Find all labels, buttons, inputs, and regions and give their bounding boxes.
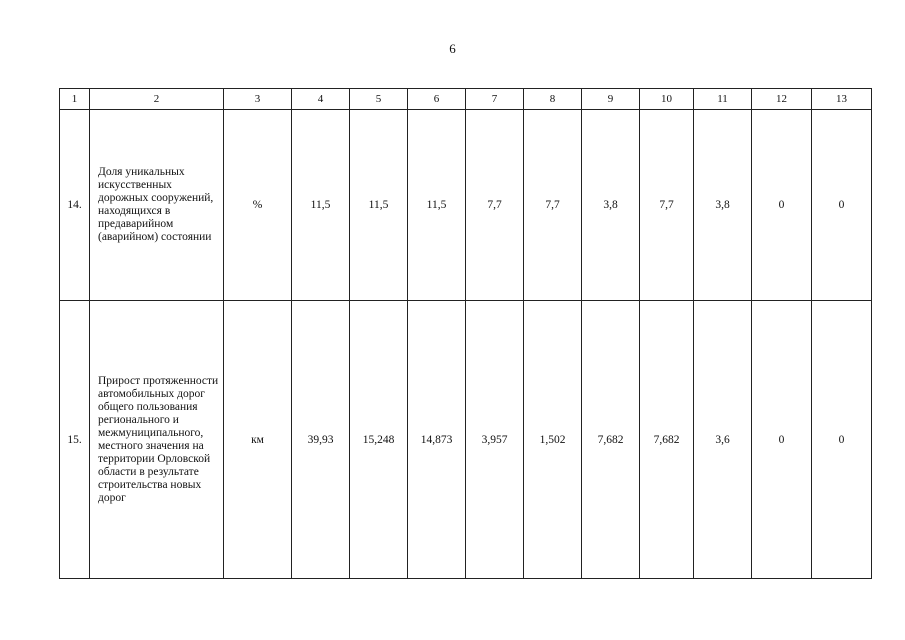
value-cell: 7,682 xyxy=(582,301,640,579)
column-header: 4 xyxy=(292,89,350,110)
indicator-name: Прирост протяженности автомобильных дорог общего пользования регионального и межмуниципального, местного значения на территории Орловской области в результате строительства новых дорог xyxy=(90,301,224,579)
row-number: 14. xyxy=(60,110,90,301)
column-header: 7 xyxy=(466,89,524,110)
column-header: 3 xyxy=(224,89,292,110)
unit-cell: % xyxy=(224,110,292,301)
indicator-name: Доля уникальных искусственных дорожных сооружений, находящихся в предаварийном (аварийном) состоянии xyxy=(90,110,224,301)
value-cell: 7,7 xyxy=(466,110,524,301)
value-cell: 3,957 xyxy=(466,301,524,579)
table-row xyxy=(60,301,872,579)
value-cell: 3,6 xyxy=(694,301,752,579)
indicators-table xyxy=(59,88,872,579)
table-row xyxy=(60,110,872,301)
value-cell: 15,248 xyxy=(350,301,408,579)
row-number: 15. xyxy=(60,301,90,579)
table-header-row xyxy=(60,89,872,110)
column-header: 6 xyxy=(408,89,466,110)
column-header: 2 xyxy=(90,89,224,110)
column-header: 8 xyxy=(524,89,582,110)
value-cell: 0 xyxy=(752,110,812,301)
value-cell: 0 xyxy=(812,110,872,301)
value-cell: 7,682 xyxy=(640,301,694,579)
column-header: 1 xyxy=(60,89,90,110)
column-header: 11 xyxy=(694,89,752,110)
page-number: 6 xyxy=(449,41,456,56)
unit-cell: км xyxy=(224,301,292,579)
column-header: 10 xyxy=(640,89,694,110)
column-header: 9 xyxy=(582,89,640,110)
value-cell: 39,93 xyxy=(292,301,350,579)
value-cell: 11,5 xyxy=(350,110,408,301)
value-cell: 7,7 xyxy=(640,110,694,301)
value-cell: 11,5 xyxy=(408,110,466,301)
value-cell: 3,8 xyxy=(694,110,752,301)
column-header: 5 xyxy=(350,89,408,110)
value-cell: 0 xyxy=(752,301,812,579)
value-cell: 0 xyxy=(812,301,872,579)
value-cell: 1,502 xyxy=(524,301,582,579)
value-cell: 3,8 xyxy=(582,110,640,301)
column-header: 13 xyxy=(812,89,872,110)
value-cell: 11,5 xyxy=(292,110,350,301)
value-cell: 7,7 xyxy=(524,110,582,301)
value-cell: 14,873 xyxy=(408,301,466,579)
column-header: 12 xyxy=(752,89,812,110)
